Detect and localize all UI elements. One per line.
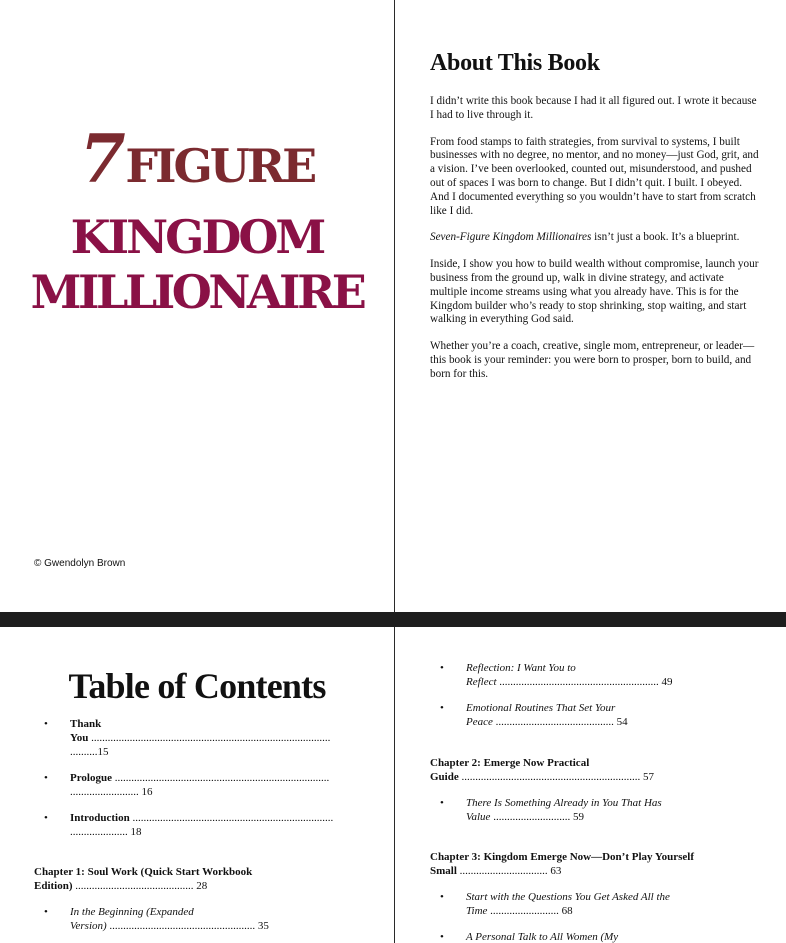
- chapter-title: Chapter 3: Kingdom Emerge Now—Don’t Play Yourself: [430, 851, 694, 863]
- toc-ch3-list: [430, 890, 775, 943]
- toc-item-personal-talk[interactable]: [430, 930, 775, 943]
- about-paragraph-3-rest: isn’t just a book. It’s a blueprint.: [591, 231, 740, 244]
- toc-item-title-cont: Reflect: [466, 676, 497, 688]
- toc-item-start-with-questions[interactable]: [430, 890, 775, 918]
- toc-item-title: In the Beginning (Expanded: [70, 906, 194, 918]
- toc-item-title-cont: Value: [466, 811, 491, 823]
- toc-chapter-2[interactable]: [430, 756, 770, 784]
- cover-title-line3: MILLIONAIRE: [30, 265, 364, 319]
- toc-item-title-cont: Time: [466, 905, 488, 917]
- bullet-icon: •: [44, 906, 48, 918]
- toc-leader-dots: ......................... 68: [487, 905, 573, 917]
- toc-leader-dots: .........................................................................: [129, 812, 334, 824]
- chapter-title: Chapter 2: Emerge Now Practical: [430, 757, 590, 769]
- chapter-title-cont: Small: [430, 865, 457, 877]
- toc-chapter-1[interactable]: [34, 865, 374, 893]
- about-body: [430, 95, 760, 395]
- toc-leader-dots: .......................................................... 49: [496, 676, 673, 688]
- cover-title-number: 7: [79, 120, 123, 198]
- page-divider-top: [394, 0, 395, 612]
- bullet-icon: •: [440, 797, 444, 809]
- bullet-icon: •: [44, 718, 48, 730]
- toc-item-title-cont: You: [70, 732, 89, 744]
- about-paragraph-3: [430, 231, 760, 245]
- bullet-icon: •: [44, 812, 48, 824]
- toc-leader-dots: ........................................... 54: [492, 716, 628, 728]
- about-paragraph-1: I didn’t write this book because I had it all figured out. I wrote it because I had to live through it.: [430, 95, 757, 121]
- toc-leader-dots: ........................................... 28: [72, 880, 208, 892]
- toc-page-right: [395, 627, 786, 943]
- toc-item-title: Thank: [70, 718, 102, 730]
- cover-title-line1: [0, 120, 394, 198]
- toc-leader-dots: ............................ 59: [490, 811, 584, 823]
- about-heading: About This Book: [430, 50, 600, 76]
- toc-right-top-list: [430, 661, 770, 741]
- bullet-icon: •: [440, 891, 444, 903]
- bullet-icon: •: [44, 772, 48, 784]
- toc-page-number: ..................... 18: [70, 826, 142, 838]
- toc-item-title: There Is Something Already in You That Has: [466, 797, 662, 809]
- copyright-notice: © Gwendolyn Brown: [34, 558, 126, 569]
- toc-page-left: [0, 627, 394, 943]
- chapter-title-cont: Guide: [430, 771, 459, 783]
- about-page: [395, 0, 786, 612]
- cover-title-word: FIGURE: [125, 139, 315, 193]
- cover-title-line2: KINGDOM: [70, 210, 324, 264]
- toc-front-list: [34, 717, 364, 851]
- toc-item-reflection[interactable]: [430, 661, 770, 689]
- toc-item-thank-you[interactable]: [34, 717, 364, 759]
- about-paragraph-5: Whether you’re a coach, creative, single mom, entrepreneur, or leader—this book is your reminder: you were born to prosper, born to build, and born for this.: [430, 340, 755, 380]
- toc-chapter-3[interactable]: [430, 850, 775, 878]
- toc-leader-dots: ................................ 63: [456, 865, 562, 877]
- toc-item-title: Emotional Routines That Set Your: [466, 702, 616, 714]
- toc-leader-dots: ................................................................. 57: [458, 771, 654, 783]
- toc-page-number: ..........15: [70, 746, 109, 758]
- bullet-icon: •: [440, 702, 444, 714]
- toc-item-title: Reflection: I Want You to: [466, 662, 576, 674]
- toc-item-something-already[interactable]: [430, 796, 770, 824]
- chapter-title-cont: Edition): [34, 880, 73, 892]
- page-separator-bar: [0, 612, 786, 627]
- toc-item-title-cont: Peace: [466, 716, 493, 728]
- toc-item-title: Start with the Questions You Get Asked All the: [466, 891, 670, 903]
- toc-ch1-list: [34, 905, 374, 943]
- toc-item-title: Introduction: [70, 812, 130, 824]
- toc-item-title-cont: Version): [70, 920, 107, 932]
- toc-item-title: A Personal Talk to All Women (My: [466, 931, 619, 943]
- bullet-icon: •: [440, 662, 444, 674]
- toc-item-introduction[interactable]: [34, 811, 364, 839]
- toc-leader-dots: ..............................................................................: [111, 772, 330, 784]
- about-paragraph-2: From food stamps to faith strategies, from survival to systems, I built businesses with no degree, no mentor, and no money—just God, grit, and a vision. I’ve been overlooked, counted out, misunderstood, and pushed out of spaces I was born to change. But I didn’t quit. I built. I obeyed. And I documented everything so you wouldn’t have to start from scratch like I did.: [430, 135, 759, 217]
- toc-ch2-list: [430, 796, 770, 836]
- about-paragraph-4: Inside, I show you how to build wealth without compromise, launch your business from the ground up, walk in divine strategy, and activate multiple income streams using what you already have. This is for the Kingdom builder who’s ready to stop shrinking, stop waiting, and start walking in everything God said.: [430, 258, 759, 326]
- chapter-title: Chapter 1: Soul Work (Quick Start Workbook: [34, 866, 253, 878]
- toc-item-prologue[interactable]: [34, 771, 364, 799]
- toc-heading: Table of Contents: [68, 666, 326, 706]
- book-title-italic: Seven-Figure Kingdom Millionaires: [430, 231, 592, 244]
- toc-item-emotional-routines[interactable]: [430, 701, 770, 729]
- toc-item-in-the-beginning[interactable]: [34, 905, 374, 933]
- toc-leader-dots: ..................................................... 35: [106, 920, 269, 932]
- toc-item-title: Prologue: [70, 772, 112, 784]
- toc-page-number: ......................... 16: [70, 786, 153, 798]
- bullet-icon: •: [440, 931, 444, 943]
- toc-leader-dots: .......................................................................................: [88, 732, 331, 744]
- cover-page: [0, 0, 394, 612]
